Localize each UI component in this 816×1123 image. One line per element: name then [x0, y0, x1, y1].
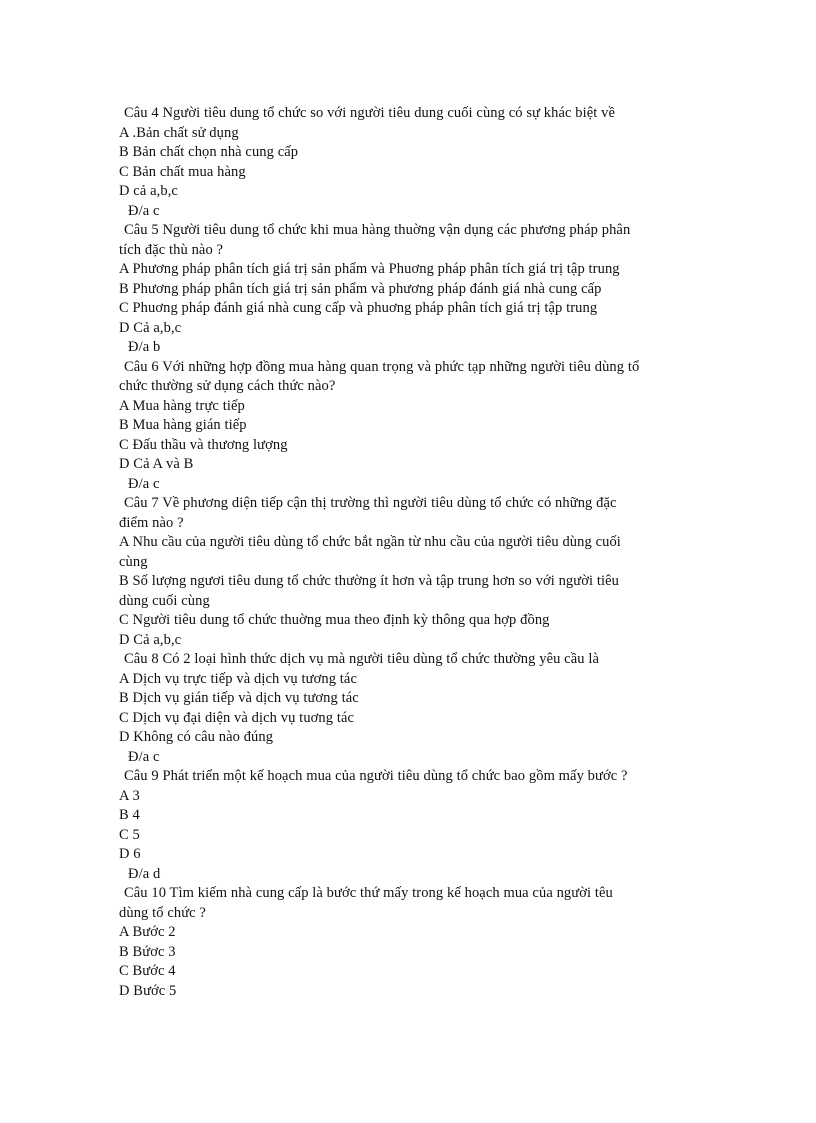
option-line: D Cả A và B	[119, 456, 194, 472]
option-line: D 6	[119, 846, 141, 862]
option-line: A Nhu cầu của người tiêu dùng tổ chức bắt ngần từ nhu cầu của người tiêu dùng cuối	[119, 534, 621, 550]
continuation-line: cùng	[119, 553, 148, 570]
continuation-line: chức thường sử dụng cách thức nào?	[119, 378, 336, 394]
option-line: B Bản chất chọn nhà cung cấp	[119, 144, 299, 160]
answer-line: Đ/a b	[128, 339, 161, 355]
option-line: C Dịch vụ đại diện và dịch vụ tuơng tác	[119, 709, 355, 726]
option-line: A Mua hàng trực tiếp	[119, 397, 245, 414]
question-line: Câu 4 Người tiêu dung tổ chức so với người tiêu dung cuối cùng có sự khác biệt về	[124, 105, 616, 121]
option-line: C Phuơng pháp đánh giá nhà cung cấp và phuơng pháp phân tích giá trị tập trung	[119, 300, 598, 316]
option-line: C Bản chất mua hàng	[119, 163, 246, 180]
continuation-line: dùng tổ chức ?	[119, 904, 206, 921]
option-line: D Cả a,b,c	[119, 319, 182, 336]
document-body	[119, 104, 699, 1001]
option-line: A 3	[119, 787, 140, 804]
option-line: A Dịch vụ trực tiếp và dịch vụ tương tác	[119, 670, 357, 687]
continuation-line: dùng cuối cùng	[119, 592, 210, 609]
option-line: B Bứơc 3	[119, 943, 176, 960]
continuation-line: tích đặc thù nào ?	[119, 241, 224, 258]
option-line: C 5	[119, 826, 140, 843]
option-line: C Đấu thầu và thương lượng	[119, 436, 288, 453]
answer-line: Đ/a c	[128, 748, 160, 765]
option-line: B 4	[119, 807, 140, 823]
option-line: D Bước 5	[119, 982, 177, 999]
question-line: Câu 7 Về phương diện tiếp cận thị trường thì người tiêu dùng tổ chức có những đặc	[124, 495, 617, 511]
option-line: B Mua hàng gián tiếp	[119, 417, 247, 433]
option-line: D cả a,b,c	[119, 183, 178, 199]
option-line: B Số lượng ngươi tiêu dung tổ chức thường ít hơn và tập trung hơn so với người tiêu	[119, 573, 619, 589]
answer-line: Đ/a d	[128, 865, 161, 882]
answer-line: Đ/a c	[128, 475, 160, 492]
question-line: Câu 9 Phát triển một kế hoạch mua của người tiêu dùng tổ chức bao gồm mấy bước ?	[124, 768, 628, 784]
answer-line: Đ/a c	[128, 202, 160, 219]
question-line: Câu 8 Có 2 loại hình thức dịch vụ mà người tiêu dùng tổ chức thường yêu cầu là	[124, 651, 599, 667]
option-line: B Phương pháp phân tích giá trị sản phẩm và phương pháp đánh giá nhà cung cấp	[119, 280, 602, 297]
question-line: Câu 6 Với những hợp đồng mua hàng quan trọng và phức tạp những người tiêu dùng tổ	[124, 358, 640, 375]
option-line: D Không có câu nào đúng	[119, 729, 274, 745]
question-line: Câu 5 Người tiêu dung tổ chức khi mua hàng thuờng vận dụng các phương pháp phân	[124, 222, 631, 238]
option-line: A .Bản chất sử dụng	[119, 124, 239, 141]
question-line: Câu 10 Tìm kiếm nhà cung cấp là bước thứ mấy trong kế hoạch mua của người têu	[124, 885, 613, 901]
option-line: A Bước 2	[119, 924, 176, 940]
option-line: B Dịch vụ gián tiếp và dịch vụ tương tác	[119, 690, 359, 706]
option-line: A Phương pháp phân tích giá trị sản phẩm và Phuơng pháp phân tích giá trị tập trung	[119, 261, 620, 277]
option-line: C Bước 4	[119, 963, 176, 979]
option-line: C Người tiêu dung tổ chức thuờng mua theo định kỳ thông qua hợp đồng	[119, 612, 550, 628]
continuation-line: điểm nào ?	[119, 514, 184, 531]
option-line: D Cả a,b,c	[119, 631, 182, 648]
